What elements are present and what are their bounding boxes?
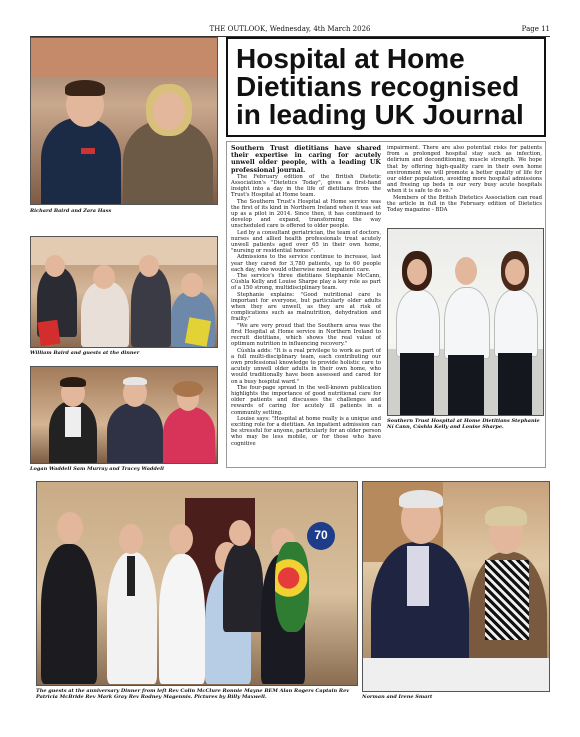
- article-paragraph: The February edition of the British Dietetic Association's "Dietetics Today", gives a first-hand insight into a day in the life of dietitians from the Trust's Hospital at Home team.: [231, 173, 381, 199]
- article-paragraph: The service's three dietitians Stephanie McCann, Cúshla Kelly and Louise Sharpe play a key role as part of a 150 strong, multidisciplinary team.: [231, 273, 381, 292]
- headline-line-1: Hospital at Home: [236, 43, 465, 74]
- article-paragraph: "We are very proud that the Southern area was the first Hospital at Home service in Northern Ireland to recruit dietitians, which shows the real value of optimum nutrition in influencing recovery.": [231, 322, 381, 348]
- article-paragraph: Stephanie explains: "Good nutritional care is important for everyone, but particularly older adults when they are unwell, as they are at risk of complications such as malnutrition, dehydration and frailty.": [231, 291, 381, 323]
- article-lead: Southern Trust dietitians have shared their expertise in caring for acutely unwell older people, with a leading UK professional journal.: [231, 145, 381, 174]
- anniversary-balloon-number: 70: [314, 528, 328, 542]
- caption-photo-4: Southern Trust Hospital at Home Dietitians Stephanie Ní Cann, Cúshla Kelly and Louise Sharpe.: [387, 418, 540, 430]
- headline: [236, 45, 541, 129]
- article-column-1: [231, 145, 381, 467]
- article-paragraph: Louise says: "Hospital at home really is a unique and exciting role for a dietitian. An inpatient admission can be stressful for anyone, particularly for an older person who may be less mobile, or for those who have cognitive: [231, 415, 381, 447]
- caption-photo-1: Richard Baird and Zara Hass: [30, 208, 112, 214]
- article-paragraph: Cúshla adds: "It is a real privilege to work as part of a full multi-disciplinary team, each contributing our own professional knowledge to provide holistic care to acutely unwell older adults in their own home, who would traditionally have been assessed and cared for on a busy hospital ward.": [231, 347, 381, 385]
- photo-dietitians: [387, 228, 544, 416]
- article-paragraph: Admissions to the service continue to increase, last year they cared for 3,780 patients, up to 60 people each day, who would otherwise need inpatient care.: [231, 254, 381, 273]
- page-number: Page 11: [521, 25, 550, 33]
- caption-photo-3: Logan Waddell Sam Murray and Tracey Waddell: [30, 466, 164, 472]
- photo-anniversary-group: [36, 481, 358, 686]
- article-paragraph: Members of the British Dietetics Association can read the article in full in the February edition of Dietetics Today magazine - BDA: [387, 194, 542, 214]
- article-column-2: [387, 145, 542, 223]
- caption-photo-2: William Baird and guests at the dinner: [30, 350, 140, 356]
- publication-dateline: THE OUTLOOK, Wednesday, 4th March 2026: [209, 25, 371, 33]
- article-paragraph: The Southern Trust's Hospital at Home service was the first of its kind in Northern Ireland when it was set up as a pilot in 2014. Since then, it has continued to develop and expand, transforming the way unscheduled care is offered to older people.: [231, 198, 381, 230]
- headline-line-2: Dietitians recognised: [236, 71, 520, 102]
- headline-box: [226, 37, 546, 137]
- photo-couple-1: [30, 37, 218, 205]
- caption-photo-5: The guests at the anniversary Dinner from left Rev Colin McClure Ronnie Mayne BEM Alan Rogers Captain Rev Patricia McBride Rev Mark Gray Rev Rodney Magennis. Pictures by Billy Maxwell.: [36, 688, 350, 700]
- article-paragraph: impairment. There are also potential risks for patients from a prolonged hospital stay such as infection, delirium and deconditioning, muscle strength. We hope that by offering high-quality care in their own home environment we will promote a better quality of life for our older population, avoiding more hospital admissions and freeing up beds in our very busy acute hospitals when it is safe to do so.": [387, 145, 542, 195]
- article-paragraph: The four-page spread in the well-known publication highlights the importance of good nutritional care for older patients and discusses the challenges and rewards of caring for acutely ill patients in a community setting.: [231, 384, 381, 416]
- headline-line-3: in leading UK Journal: [236, 99, 524, 130]
- photo-waddell-group: [30, 366, 218, 464]
- article-paragraph: Led by a consultant geriatrician, the team of doctors, nurses and allied health professionals treat acutely unwell patients aged over 65 in their own home, "nursing or residential homes".: [231, 229, 381, 255]
- photo-dinner-guests: [30, 236, 218, 348]
- caption-photo-6: Norman and Irene Smart: [362, 694, 433, 700]
- page-header: [30, 24, 550, 36]
- photo-smart-couple: [362, 481, 550, 692]
